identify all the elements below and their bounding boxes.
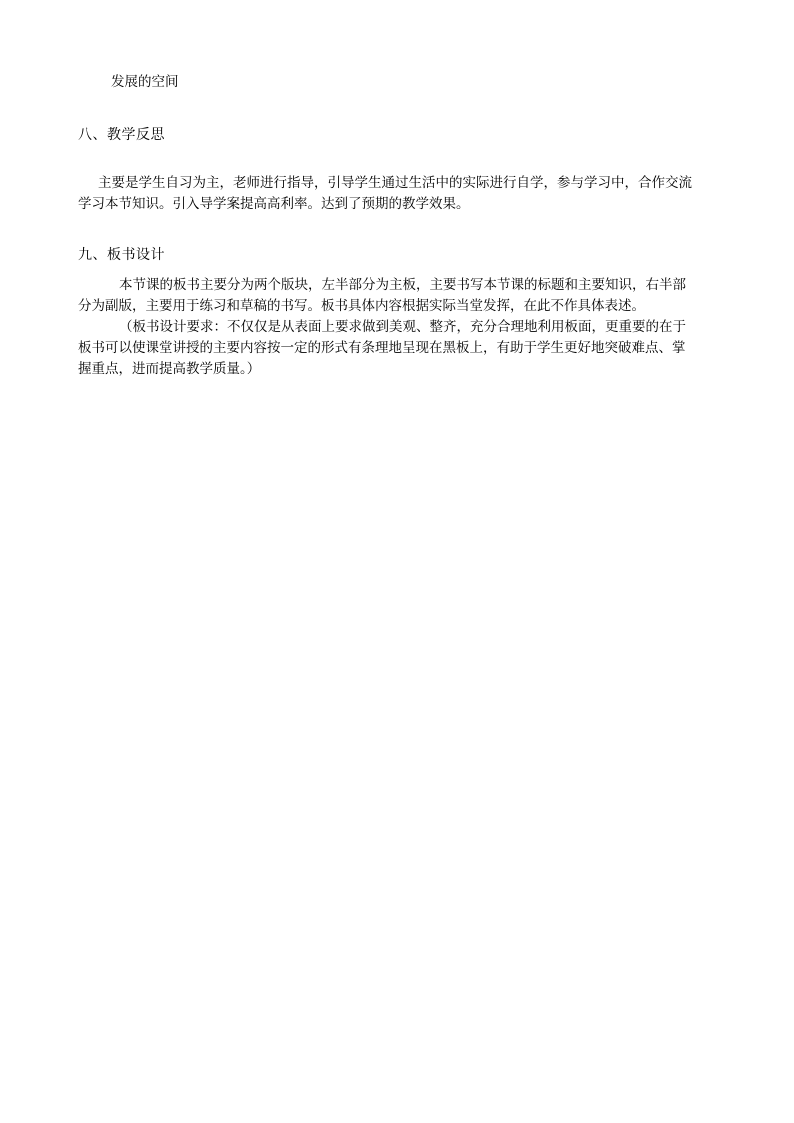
continuation-text: 发展的空间 — [111, 74, 179, 90]
section-9-para-2-line-1: （板书设计要求：不仅仅是从表面上要求做到美观、整齐，充分合理地利用板面，更重要的在于 — [119, 319, 686, 335]
section-9-para-1-line-1: 本节课的板书主要分为两个版块，左半部分为主板，主要书写本节课的标题和主要知识，右半部 — [119, 277, 686, 293]
section-8-body-line-2: 学习本节知识。引入导学案提高高利率。达到了预期的教学效果。 — [78, 196, 470, 212]
section-8-heading: 八、教学反思 — [78, 127, 165, 143]
section-9-heading: 九、板书设计 — [78, 247, 165, 263]
section-9-para-2-line-2: 板书可以使课堂讲授的主要内容按一定的形式有条理地呈现在黑板上，有助于学生更好地突破难点、掌 — [78, 340, 686, 356]
section-9-para-1-line-2: 分为副版，主要用于练习和草稿的书写。板书具体内容根据实际当堂发挥，在此不作具体表述。 — [78, 298, 645, 314]
section-9-para-2-line-3: 握重点，进而提高教学质量。） — [78, 361, 261, 377]
section-8-body-line-1: 主要是学生自习为主，老师进行指导，引导学生通过生活中的实际进行自学，参与学习中，合作交流 — [98, 175, 692, 191]
